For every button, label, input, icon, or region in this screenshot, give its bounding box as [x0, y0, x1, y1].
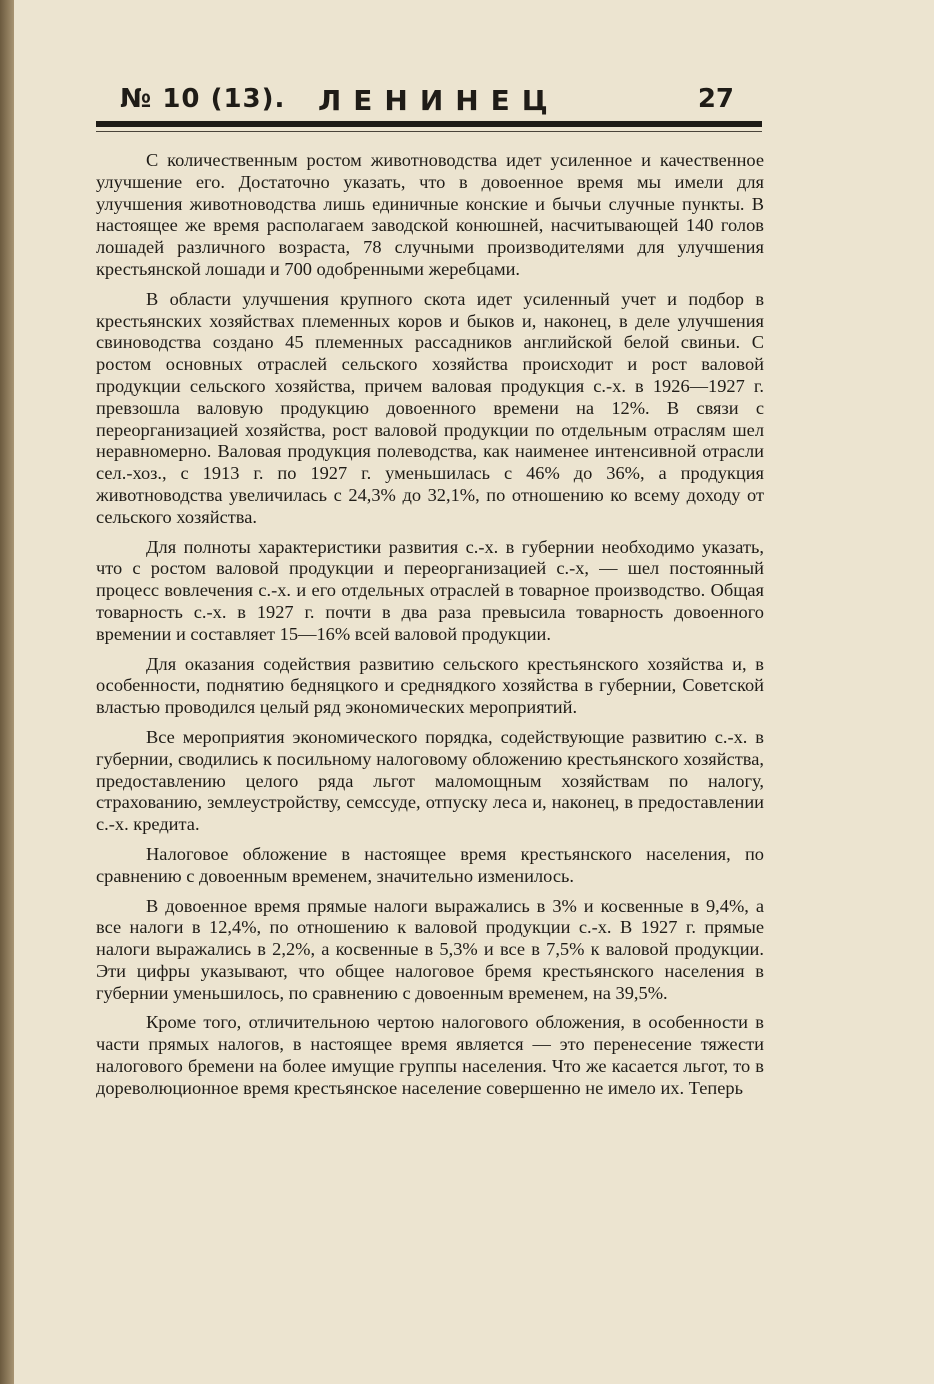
header-rule-thick	[96, 121, 762, 127]
article-body	[96, 150, 764, 1108]
paragraph: Все мероприятия экономического порядка, содействующие развитию с.-х. в губернии, сводились к посильному налоговому обложению крестьянского хозяйства, предоставлению целого ряда льгот маломощным хозяйствам по налогу, страхованию, землеустройству, семссуде, отпуску леса и, наконец, в предоставлении с.-х. кредита.	[96, 726, 764, 835]
header-rule-thin	[96, 131, 762, 132]
paragraph: С количественным ростом животноводства идет усиленное и качественное улучшение его. Достаточно указать, что в довоенное время мы имели для улучшения животноводства лишь единичные конские и бычьи случные пункты. В настоящее же время располагаем заводской конюшней, насчитывающей 140 голов лошадей различного возраста, 78 случными производителями для улучшения крестьянской лошади и 700 одобренными жеребцами.	[96, 150, 764, 279]
issue-number: № 10 (13).	[120, 84, 286, 114]
paragraph: Для полноты характеристики развития с.-х. в губернии необходимо указать, что с ростом валовой продукции и переорганизацией с.-х, — шел постоянный процесс вовлечения с.-х. и его отдельных отраслей в товарное производство. Общая товарность с.-х. в 1927 г. почти в два раза превысила товарность довоенного времении и составляет 15—16% всей валовой продукции.	[96, 536, 764, 644]
book-spine-edge	[0, 0, 14, 1384]
paragraph: Налоговое обложение в настоящее время крестьянского населения, по сравнению с довоенным временем, значительно изменилось.	[96, 843, 764, 886]
paragraph: Кроме того, отличительною чертою налогового обложения, в особенности в части прямых налогов, в настоящее время является — это перенесение тяжести налогового бремени на более имущие группы населения. Что же касается льгот, то в дореволюционное время крестьянское население совершенно не имело их. Теперь	[96, 1012, 764, 1098]
page-number: 27	[697, 84, 734, 114]
paragraph: В довоенное время прямые налоги выражались в 3% и косвенные в 9,4%, а все налоги в 12,4%, по отношению к валовой продукции с.-х. В 1927 г. прямые налоги выражались в 2,2%, а косвенные в 5,3% и все в 7,5% к валовой продукции. Эти цифры указывают, что общее налоговое бремя крестьянского населения в губернии уменьшилось, по сравнению с довоенным временем, на 39,5%.	[96, 895, 764, 1003]
running-header	[96, 82, 762, 122]
paragraph: Для оказания содействия развитию сельского крестьянского хозяйства и, в особенности, поднятию бедняцкого и среднядкого хозяйства в губернии, Советской властью проводился целый ряд экономических мероприятий.	[96, 653, 764, 718]
journal-title: ЛЕНИНЕЦ	[318, 84, 560, 117]
paragraph: В области улучшения крупного скота идет усиленный учет и подбор в крестьянских хозяйствах племенных коров и быков и, наконец, в деле улучшения свиноводства создано 45 племенных рассадников английской белой свиньи. С ростом основных отраслей сельского хозяйства происходит и рост валовой продукции сельского хозяйства, причем валовая продукция с.-х. в 1926—1927 г. превзошла валовую продукцию довоенного времени на 12%. В связи с переорганизацией хозяйства, рост валовой продукции по отдельным отраслям шел неравномерно. Валовая продукция полеводства, как наименее интенсивной отрасли сел.-хоз., с 1913 г. по 1927 г. уменьшилась с 46% до 36%, а продукция животноводства увеличилась с 24,3% до 32,1%, по отношению ко всему доходу от сельского хозяйства.	[96, 288, 764, 527]
